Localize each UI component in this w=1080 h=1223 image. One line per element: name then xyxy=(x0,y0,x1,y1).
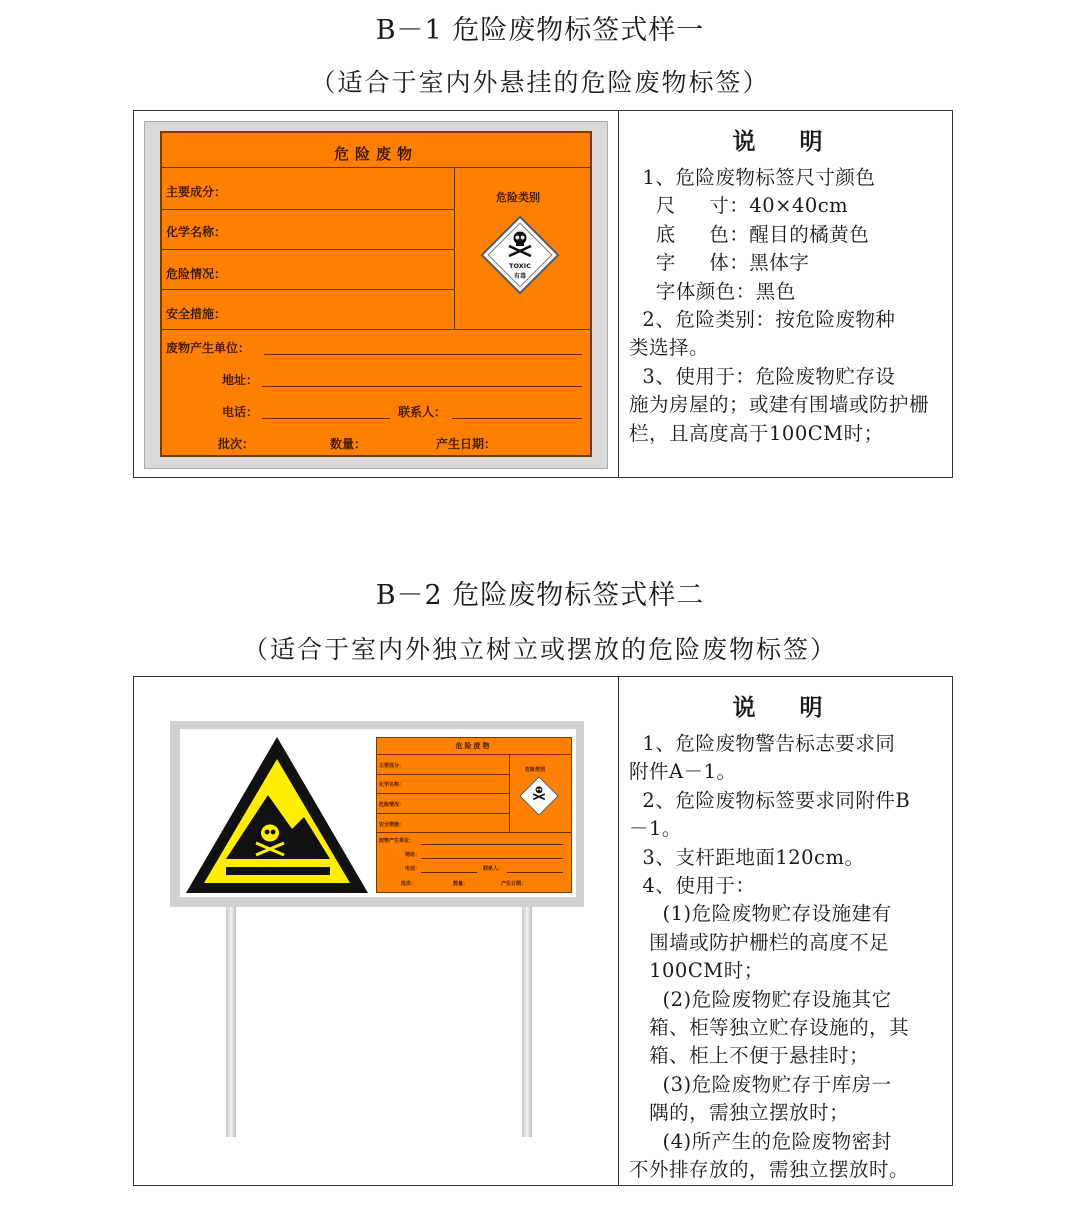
mini-label-hazard-class: 危险类别 xyxy=(525,767,546,773)
section2-explain-text xyxy=(629,730,944,1185)
explain-line: 2、危险废物标签要求同附件B xyxy=(629,788,911,812)
explain-line: 100CM时； xyxy=(629,959,764,983)
explain-line: 隅的，需独立摆放时； xyxy=(629,1101,850,1125)
mini-label-address: 地址： xyxy=(405,852,421,858)
explain-line: 3、支杆距地面120cm。 xyxy=(629,845,865,869)
explain-line: 尺 寸：40×40cm xyxy=(629,194,849,218)
label-phone: 电话： xyxy=(222,405,259,419)
mini-label-main-component: 主要成分： xyxy=(379,763,405,769)
mini-label-producer: 废物产生单位： xyxy=(379,838,415,844)
explain-line: 栏，且高度高于100CM时； xyxy=(629,421,884,445)
explain-line: 字 体：黑体字 xyxy=(629,251,810,275)
mini-label-quantity: 数量： xyxy=(453,881,469,887)
mini-label-header: 危险废物 xyxy=(455,742,492,750)
mini-label-phone: 电话： xyxy=(405,866,421,872)
warning-triangle-icon xyxy=(182,733,372,897)
hazard-waste-label xyxy=(160,131,592,457)
label-safety-measures: 安全措施： xyxy=(166,307,227,321)
section1-label-cell xyxy=(134,111,619,477)
section2-explain-title: 说 明 xyxy=(732,695,841,721)
toxic-diamond-icon xyxy=(480,215,560,295)
label-header: 危险废物 xyxy=(333,145,418,163)
explain-line: 1、危险废物标签尺寸颜色 xyxy=(629,166,876,189)
explain-line: 类选择。 xyxy=(629,336,710,360)
explain-line: (2)危险废物贮存设施其它 xyxy=(629,987,892,1011)
mini-label-batch: 批次： xyxy=(401,881,417,887)
toxic-cn-text: 有毒 xyxy=(513,273,526,280)
label-address: 地址： xyxy=(222,373,259,387)
section1-explain-text xyxy=(629,164,944,448)
mini-label-chemical-name: 化学名称： xyxy=(379,782,405,788)
explain-line: 字体颜色：黑色 xyxy=(629,279,796,303)
explain-line: (3)危险废物贮存于库房一 xyxy=(629,1072,892,1096)
label-hazard-class: 危险类别 xyxy=(496,191,540,204)
explain-line: 1、危险废物警告标志要求同 xyxy=(629,732,896,755)
label-hazard-info: 危险情况： xyxy=(166,267,227,281)
mini-toxic-diamond-icon xyxy=(519,776,559,816)
mini-label-contact: 联系人： xyxy=(483,866,504,872)
sign-pole-left xyxy=(226,897,236,1137)
explain-line: 附件A－1。 xyxy=(629,760,737,784)
label-producer: 废物产生单位： xyxy=(166,341,251,355)
section2-table xyxy=(133,676,953,1186)
explain-line: 3、使用于：危险废物贮存设 xyxy=(629,364,896,388)
section2-explain-cell xyxy=(619,677,952,1185)
explain-line: 底 色：醒目的橘黄色 xyxy=(629,222,870,246)
mini-hazard-waste-label xyxy=(376,737,572,893)
label-main-component: 主要成分： xyxy=(166,185,227,199)
explain-line: 箱、柜等独立贮存设施的，其 xyxy=(629,1016,910,1040)
mini-label-production-date: 产生日期： xyxy=(501,881,527,887)
explain-line: (4)所产生的危险废物密封 xyxy=(629,1129,892,1153)
label-contact: 联系人： xyxy=(398,405,447,419)
section1-title: B－1 危险废物标签式样一 xyxy=(375,15,705,46)
section1-subtitle: （适合于室内外悬挂的危险废物标签） xyxy=(310,68,770,97)
explain-line: 施为房屋的；或建有围墙或防护栅 xyxy=(629,393,930,417)
label-batch: 批次： xyxy=(218,437,255,451)
mini-label-hazard-info: 危险情况： xyxy=(379,802,405,808)
section1-explain-title: 说 明 xyxy=(732,129,841,155)
explain-line: (1)危险废物贮存设施建有 xyxy=(629,902,892,926)
skull-crossbones-icon xyxy=(505,229,535,261)
sign-pole-right xyxy=(522,897,532,1137)
label-chemical-name: 化学名称： xyxy=(166,225,227,239)
label-production-date: 产生日期： xyxy=(436,437,497,451)
explain-line: 箱、柜上不便于悬挂时； xyxy=(629,1044,870,1068)
explain-line: 围墙或防护栅栏的高度不足 xyxy=(629,930,890,954)
section2-sign-cell xyxy=(134,677,619,1185)
section2-subtitle: （适合于室内外独立树立或摆放的危险废物标签） xyxy=(242,635,837,664)
section1-table xyxy=(133,110,953,478)
toxic-en-text: TOXIC xyxy=(509,262,531,270)
mini-skull-crossbones-icon xyxy=(531,785,547,802)
mini-label-safety-measures: 安全措施： xyxy=(379,822,405,828)
section2-title: B－2 危险废物标签式样二 xyxy=(375,580,705,611)
section1-explain-cell xyxy=(619,111,952,477)
label-quantity: 数量： xyxy=(330,437,367,451)
explain-line: 2、危险类别：按危险废物种 xyxy=(629,308,896,332)
explain-line: 4、使用于： xyxy=(629,874,756,898)
explain-line: －1。 xyxy=(629,817,682,841)
explain-line: 不外排存放的，需独立摆放时。 xyxy=(629,1158,910,1182)
